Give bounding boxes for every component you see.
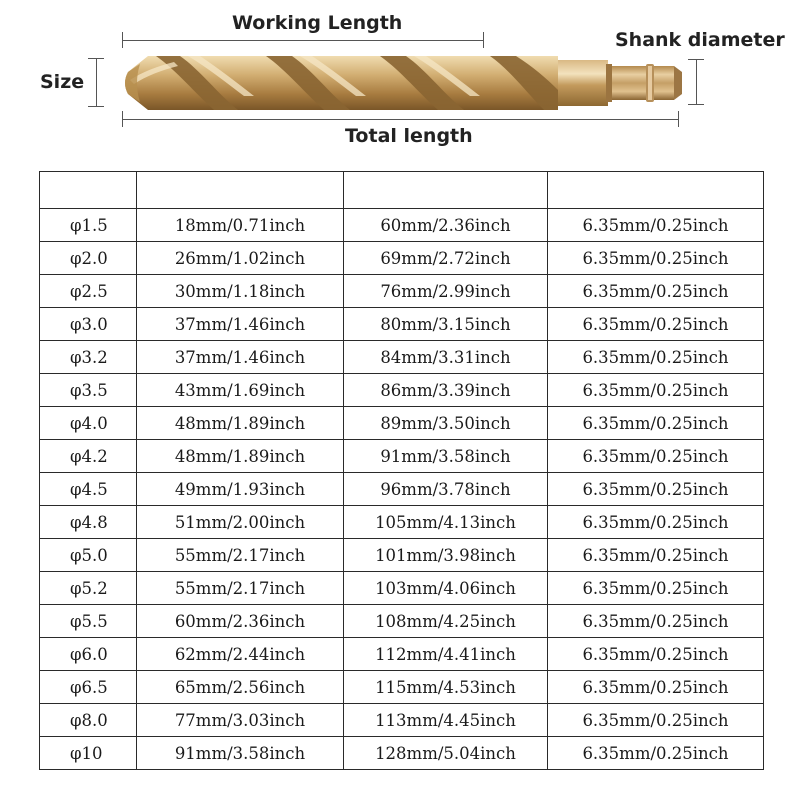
working-length-cell: 55mm/2.17inch <box>137 539 344 572</box>
working-length-cell: 65mm/2.56inch <box>137 671 344 704</box>
total-length-cell: 96mm/3.78inch <box>344 473 548 506</box>
shank-diameter-cell: 6.35mm/0.25inch <box>548 671 764 704</box>
total-length-cell: 128mm/5.04inch <box>344 737 548 770</box>
drill-bit-image <box>118 50 688 116</box>
total-length-cell: 80mm/3.15inch <box>344 308 548 341</box>
total-length-cell: 113mm/4.45inch <box>344 704 548 737</box>
table-row <box>40 704 764 737</box>
table-row <box>40 209 764 242</box>
size-cell: φ4.8 <box>40 506 137 539</box>
table-row <box>40 341 764 374</box>
header-size <box>40 172 137 209</box>
size-cell: φ8.0 <box>40 704 137 737</box>
size-cell: φ5.2 <box>40 572 137 605</box>
working-length-cell: 60mm/2.36inch <box>137 605 344 638</box>
drill-size-table <box>39 171 764 770</box>
shank-diameter-cell: 6.35mm/0.25inch <box>548 308 764 341</box>
table-row <box>40 374 764 407</box>
header-shank-diameter <box>548 172 764 209</box>
size-cell: φ1.5 <box>40 209 137 242</box>
size-cell: φ5.5 <box>40 605 137 638</box>
size-cell: φ10 <box>40 737 137 770</box>
table-row <box>40 242 764 275</box>
table-row <box>40 572 764 605</box>
working-length-cell: 62mm/2.44inch <box>137 638 344 671</box>
working-length-cell: 37mm/1.46inch <box>137 341 344 374</box>
total-length-cell: 91mm/3.58inch <box>344 440 548 473</box>
total-length-cell: 69mm/2.72inch <box>344 242 548 275</box>
total-length-cell: 112mm/4.41inch <box>344 638 548 671</box>
table-header-row <box>40 172 764 209</box>
shank-diameter-cell: 6.35mm/0.25inch <box>548 506 764 539</box>
header-working-length <box>137 172 344 209</box>
size-cell: φ4.0 <box>40 407 137 440</box>
shank-diameter-cell: 6.35mm/0.25inch <box>548 638 764 671</box>
shank-diameter-cell: 6.35mm/0.25inch <box>548 242 764 275</box>
working-length-cell: 91mm/3.58inch <box>137 737 344 770</box>
working-length-cell: 18mm/0.71inch <box>137 209 344 242</box>
working-length-label: Working Length <box>232 12 403 34</box>
size-cell: φ5.0 <box>40 539 137 572</box>
shank-diameter-cell: 6.35mm/0.25inch <box>548 572 764 605</box>
shank-diameter-cell: 6.35mm/0.25inch <box>548 374 764 407</box>
total-length-cell: 84mm/3.31inch <box>344 341 548 374</box>
working-length-cell: 77mm/3.03inch <box>137 704 344 737</box>
working-length-cell: 48mm/1.89inch <box>137 440 344 473</box>
table-row <box>40 440 764 473</box>
total-length-cell: 101mm/3.98inch <box>344 539 548 572</box>
working-length-cell: 37mm/1.46inch <box>137 308 344 341</box>
shank-diameter-cell: 6.35mm/0.25inch <box>548 341 764 374</box>
working-length-cell: 30mm/1.18inch <box>137 275 344 308</box>
shank-diameter-label: Shank diameter <box>615 29 785 51</box>
table-row <box>40 539 764 572</box>
total-length-cell: 108mm/4.25inch <box>344 605 548 638</box>
working-length-cell: 26mm/1.02inch <box>137 242 344 275</box>
working-length-cell: 43mm/1.69inch <box>137 374 344 407</box>
size-cell: φ4.5 <box>40 473 137 506</box>
header-total-length <box>344 172 548 209</box>
shank-diameter-cell: 6.35mm/0.25inch <box>548 737 764 770</box>
size-cell: φ6.5 <box>40 671 137 704</box>
size-cell: φ3.0 <box>40 308 137 341</box>
size-cell: φ4.2 <box>40 440 137 473</box>
shank-diameter-cell: 6.35mm/0.25inch <box>548 473 764 506</box>
total-length-cell: 89mm/3.50inch <box>344 407 548 440</box>
working-length-cell: 55mm/2.17inch <box>137 572 344 605</box>
total-length-cell: 105mm/4.13inch <box>344 506 548 539</box>
size-cell: φ3.5 <box>40 374 137 407</box>
total-length-cell: 115mm/4.53inch <box>344 671 548 704</box>
size-cell: φ2.0 <box>40 242 137 275</box>
shank-diameter-cell: 6.35mm/0.25inch <box>548 407 764 440</box>
shank-diameter-cell: 6.35mm/0.25inch <box>548 209 764 242</box>
table-row <box>40 473 764 506</box>
total-length-label: Total length <box>345 125 473 147</box>
shank-diameter-cell: 6.35mm/0.25inch <box>548 704 764 737</box>
table-row <box>40 275 764 308</box>
shank-diameter-cell: 6.35mm/0.25inch <box>548 605 764 638</box>
shank-diameter-cell: 6.35mm/0.25inch <box>548 539 764 572</box>
working-length-cell: 48mm/1.89inch <box>137 407 344 440</box>
working-length-cell: 49mm/1.93inch <box>137 473 344 506</box>
size-cell: φ3.2 <box>40 341 137 374</box>
table-row <box>40 638 764 671</box>
shank-diameter-cell: 6.35mm/0.25inch <box>548 440 764 473</box>
working-length-cell: 51mm/2.00inch <box>137 506 344 539</box>
table-row <box>40 671 764 704</box>
total-length-cell: 103mm/4.06inch <box>344 572 548 605</box>
size-label: Size <box>40 71 85 93</box>
table-row <box>40 506 764 539</box>
table-row <box>40 308 764 341</box>
table-row <box>40 605 764 638</box>
total-length-cell: 86mm/3.39inch <box>344 374 548 407</box>
total-length-cell: 60mm/2.36inch <box>344 209 548 242</box>
total-length-cell: 76mm/2.99inch <box>344 275 548 308</box>
table-row <box>40 737 764 770</box>
table-row <box>40 407 764 440</box>
size-cell: φ6.0 <box>40 638 137 671</box>
size-cell: φ2.5 <box>40 275 137 308</box>
shank-diameter-cell: 6.35mm/0.25inch <box>548 275 764 308</box>
